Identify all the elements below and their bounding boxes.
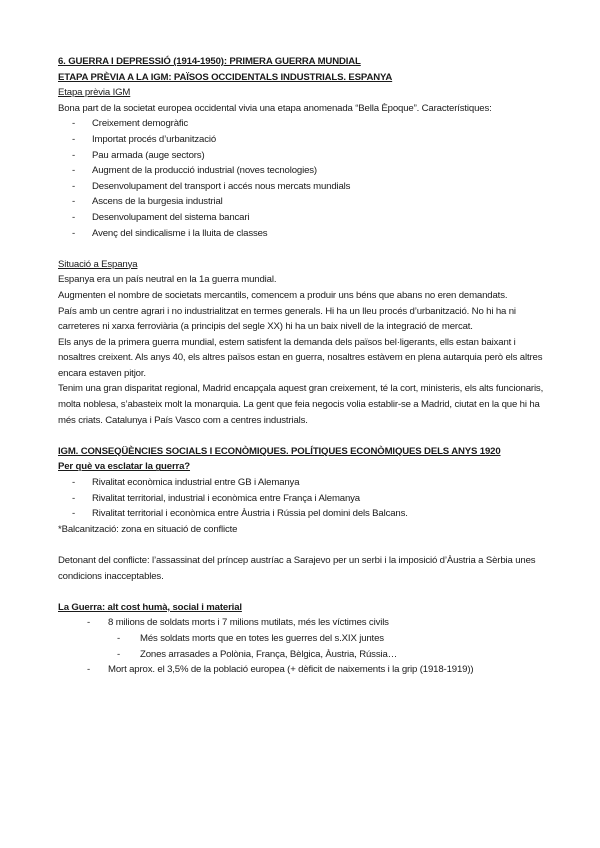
etapa-intro: Bona part de la societat europea occidental vivia una etapa anomenada “Bella Èpoque”. Característiques: [58, 102, 492, 114]
list-item: - Rivalitat territorial i econòmica entre Àustria i Rússia pel domini dels Balcans. [58, 506, 548, 522]
igm-heading: IGM. CONSEQÜÈNCIES SOCIALS I ECONÒMIQUES. POLÍTIQUES ECONÒMIQUES DELS ANYS 1920 [58, 445, 501, 457]
list-item: - Augment de la producció industrial (noves tecnologies) [58, 163, 548, 179]
etapa-list [58, 116, 548, 241]
guerra-heading: La Guerra: alt cost humà, social i material [58, 601, 242, 613]
document-page [58, 54, 548, 678]
list-item: - Desenvolupament del sistema bancari [58, 210, 548, 226]
igm-note: *Balcanització: zona en situació de conflicte [58, 523, 238, 535]
list-item: - 8 milions de soldats morts i 7 milions mutilats, més les víctimes civils [58, 615, 548, 631]
igm-subheading: Per què va esclatar la guerra? [58, 461, 191, 473]
guerra-list [58, 615, 548, 631]
guerra-sublist [58, 631, 548, 662]
espanya-paragraph: Espanya era un país neutral en la 1a guerra mundial. [58, 274, 277, 286]
espanya-paragraph: Tenim una gran disparitat regional, Madrid encapçala aquest gran creixement, té la cort, ministeris, els alts funcionaris, molta noblesa, s’abasteix molt la monarquia. La gent que feia negocis volia establir-se a Madrid, ciutat en la que hi ha més criats. Catalunya i País Vasco com a centres industrials. [58, 383, 544, 426]
espanya-heading: Situació a Espanya [58, 258, 138, 270]
list-item: - Zones arrasades a Polònia, França, Bèlgica, Àustria, Rússia… [58, 647, 548, 663]
list-item: - Ascens de la burgesia industrial [58, 194, 548, 210]
list-item: - Rivalitat territorial, industrial i econòmica entre França i Alemanya [58, 491, 548, 507]
list-item: - Desenvolupament del transport i accés nous mercats mundials [58, 179, 548, 195]
list-item: - Creixement demogràfic [58, 116, 548, 132]
list-item: - Mort aprox. el 3,5% de la població europea (+ dèficit de naixements i la grip (1918-1919)) [58, 662, 548, 678]
list-item: - Avenç del sindicalisme i la lluita de classes [58, 226, 548, 242]
espanya-paragraph: Augmenten el nombre de societats mercantils, comencem a produir uns béns que abans no eren demandats. [58, 289, 508, 301]
etapa-heading: ETAPA PRÈVIA A LA IGM: PAÏSOS OCCIDENTALS INDUSTRIALS. ESPANYA [58, 71, 393, 83]
list-item: - Més soldats morts que en totes les guerres del s.XIX juntes [58, 631, 548, 647]
detonant-paragraph: Detonant del conflicte: l’assassinat del príncep austríac a Sarajevo per un serbi i la imposició d’Àustria a Sèrbia unes condicions inacceptables. [58, 555, 536, 582]
list-item: - Importat procés d’urbanització [58, 132, 548, 148]
guerra-list-2 [58, 662, 548, 678]
list-item: - Rivalitat econòmica industrial entre GB i Alemanya [58, 475, 548, 491]
etapa-subheading: Etapa prèvia IGM [58, 87, 131, 99]
espanya-paragraph: Els anys de la primera guerra mundial, estem satisfent la demanda dels països bel·ligerants, ells estan baixant i nosaltres creixent. Als anys 40, els altres països estan en guerra, nosaltres estàvem en plena autarquia però els altres encara estaven pitjor. [58, 336, 543, 379]
espanya-paragraph: País amb un centre agrari i no industrialitzat en termes generals. Hi ha un lleu procés d’urbanització. No hi ha ni carreteres ni xarxa ferroviària (a principis del segle XX) hi ha un baix nivell de la integració de mercat. [58, 305, 516, 333]
list-item: - Pau armada (auge sectors) [58, 148, 548, 164]
igm-list [58, 475, 548, 522]
section-title: 6. GUERRA I DEPRESSIÓ (1914-1950): PRIMERA GUERRA MUNDIAL [58, 56, 361, 67]
